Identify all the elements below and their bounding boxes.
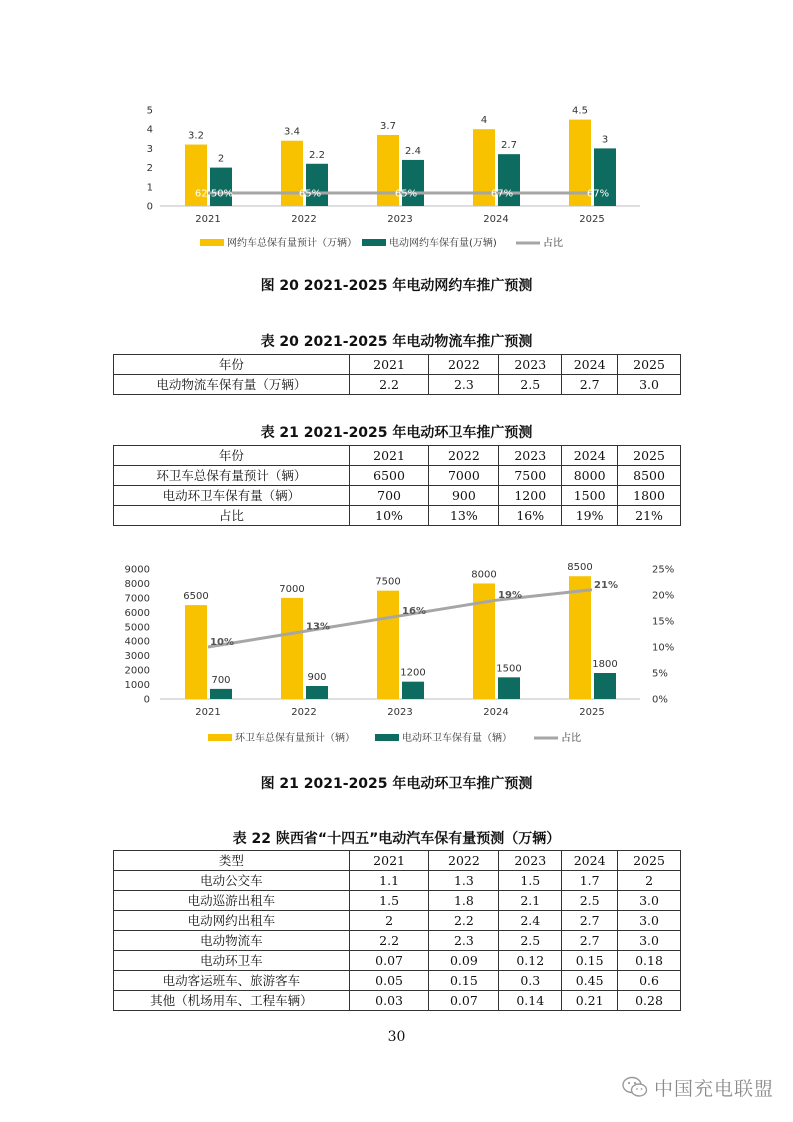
x-tick-label: 2023 bbox=[387, 214, 413, 225]
data-label-total: 3.7 bbox=[380, 120, 396, 132]
data-label-share: 65% bbox=[394, 188, 418, 200]
table-row bbox=[114, 506, 681, 526]
table-cell: 2.2 bbox=[349, 931, 429, 951]
data-label-total: 4.5 bbox=[572, 105, 588, 117]
y2-tick-label: 20% bbox=[652, 590, 675, 602]
table-cell: 2025 bbox=[618, 355, 681, 375]
data-label-share: 67% bbox=[586, 188, 610, 200]
y2-tick-label: 10% bbox=[652, 642, 675, 654]
table-cell: 3.0 bbox=[618, 891, 681, 911]
y-tick-label: 8000 bbox=[124, 578, 150, 590]
bar-electric bbox=[306, 164, 328, 206]
table-cell: 0.21 bbox=[562, 991, 618, 1011]
table-cell: 0.12 bbox=[499, 951, 562, 971]
data-label-total: 8500 bbox=[567, 562, 593, 574]
table-cell: 2 bbox=[349, 911, 429, 931]
table-cell: 1.5 bbox=[499, 871, 562, 891]
table-cell: 3.0 bbox=[618, 931, 681, 951]
data-label-share: 65% bbox=[298, 188, 322, 200]
table-cell: 2.2 bbox=[349, 375, 429, 395]
legend-label: 环卫车总保有量预计（辆） bbox=[235, 733, 355, 744]
data-label-total: 7500 bbox=[375, 576, 401, 588]
table-cell: 2.7 bbox=[562, 375, 618, 395]
table-cell: 2022 bbox=[429, 851, 499, 871]
table-20 bbox=[113, 354, 681, 395]
table-cell: 10% bbox=[349, 506, 429, 526]
y-tick-label: 3 bbox=[146, 143, 153, 155]
series-line-share bbox=[208, 590, 592, 647]
data-label-share: 13% bbox=[306, 621, 330, 633]
page-number: 30 bbox=[387, 1029, 406, 1045]
legend-label: 占比 bbox=[561, 733, 581, 744]
table-cell: 2.3 bbox=[429, 931, 499, 951]
table-row bbox=[114, 891, 681, 911]
y-tick-label: 1 bbox=[146, 182, 153, 194]
y-tick-label: 4000 bbox=[124, 636, 150, 648]
bar-electric bbox=[498, 677, 520, 699]
table-cell: 2.7 bbox=[562, 911, 618, 931]
table-cell: 2.5 bbox=[499, 375, 562, 395]
legend-label: 网约车总保有量预计（万辆） bbox=[227, 238, 357, 249]
y-tick-label: 5000 bbox=[124, 622, 150, 634]
row-label-cell: 环卫车总保有量预计（辆） bbox=[114, 466, 350, 486]
table-cell: 2.1 bbox=[499, 891, 562, 911]
table-row bbox=[114, 486, 681, 506]
table-22-title: 表 22 陕西省“十四五”电动汽车保有量预测（万辆） bbox=[232, 831, 561, 847]
table-cell: 2021 bbox=[349, 446, 429, 466]
table-cell: 2025 bbox=[618, 446, 681, 466]
y-tick-label: 0 bbox=[146, 201, 153, 213]
data-label-share: 10% bbox=[210, 637, 234, 648]
bar-total bbox=[377, 591, 399, 699]
table-cell: 2022 bbox=[429, 446, 499, 466]
y2-tick-label: 0% bbox=[652, 694, 668, 706]
table-21 bbox=[113, 445, 681, 526]
data-label-total: 7000 bbox=[279, 583, 305, 595]
table-cell: 1200 bbox=[499, 486, 562, 506]
table-row bbox=[114, 871, 681, 891]
row-label-cell: 年份 bbox=[114, 355, 350, 375]
table-cell: 2.3 bbox=[429, 375, 499, 395]
data-label-electric: 1200 bbox=[400, 667, 426, 679]
table-cell: 16% bbox=[499, 506, 562, 526]
table-cell: 1.1 bbox=[349, 871, 429, 891]
table-row bbox=[114, 931, 681, 951]
table-cell: 0.05 bbox=[349, 971, 429, 991]
row-label-cell: 年份 bbox=[114, 446, 350, 466]
table-cell: 8000 bbox=[562, 466, 618, 486]
table-row bbox=[114, 355, 681, 375]
y-tick-label: 5 bbox=[146, 105, 153, 117]
y-tick-label: 0 bbox=[143, 694, 150, 706]
y2-tick-label: 25% bbox=[652, 564, 675, 576]
data-label-electric: 3 bbox=[601, 134, 609, 146]
table-cell: 0.6 bbox=[618, 971, 681, 991]
bar-electric bbox=[402, 682, 424, 699]
row-label-cell: 占比 bbox=[114, 506, 350, 526]
table-cell: 0.28 bbox=[618, 991, 681, 1011]
watermark-text: 中国充电联盟 bbox=[654, 1077, 775, 1100]
table-cell: 6500 bbox=[349, 466, 429, 486]
y2-tick-label: 15% bbox=[652, 616, 675, 628]
data-label-total: 3.2 bbox=[188, 130, 204, 142]
y-tick-label: 4 bbox=[146, 124, 153, 136]
table-cell: 8500 bbox=[618, 466, 681, 486]
table-row bbox=[114, 991, 681, 1011]
table-cell: 7000 bbox=[429, 466, 499, 486]
row-label-cell: 电动网约出租车 bbox=[114, 911, 350, 931]
table-cell: 0.07 bbox=[349, 951, 429, 971]
data-label-electric: 2.7 bbox=[501, 140, 517, 152]
table-cell: 3.0 bbox=[618, 375, 681, 395]
table-cell: 0.3 bbox=[499, 971, 562, 991]
y-tick-label: 9000 bbox=[124, 564, 150, 576]
row-label-cell: 电动巡游出租车 bbox=[114, 891, 350, 911]
table-cell: 2025 bbox=[618, 851, 681, 871]
table-cell: 2.7 bbox=[562, 931, 618, 951]
x-tick-label: 2025 bbox=[579, 214, 605, 225]
table-cell: 2.4 bbox=[499, 911, 562, 931]
table-cell: 900 bbox=[429, 486, 499, 506]
data-label-total: 8000 bbox=[471, 569, 497, 581]
data-label-electric: 2 bbox=[217, 153, 225, 165]
table-cell: 2024 bbox=[562, 851, 618, 871]
table-row bbox=[114, 851, 681, 871]
table-cell: 0.15 bbox=[429, 971, 499, 991]
table-cell: 1.8 bbox=[429, 891, 499, 911]
x-tick-label: 2021 bbox=[195, 214, 221, 225]
bar-total bbox=[281, 598, 303, 699]
bar-electric bbox=[306, 686, 328, 699]
row-label-cell: 电动物流车 bbox=[114, 931, 350, 951]
x-tick-label: 2022 bbox=[291, 707, 317, 718]
data-label-share: 19% bbox=[498, 590, 522, 602]
data-label-total: 6500 bbox=[183, 591, 209, 603]
data-label-share: 21% bbox=[594, 579, 618, 591]
table-cell: 1500 bbox=[562, 486, 618, 506]
legend-label: 电动网约车保有量(万辆) bbox=[389, 238, 497, 249]
table-cell: 0.03 bbox=[349, 991, 429, 1011]
row-label-cell: 电动公交车 bbox=[114, 871, 350, 891]
data-label-electric: 1500 bbox=[496, 663, 522, 675]
y-tick-label: 6000 bbox=[124, 607, 150, 619]
x-tick-label: 2023 bbox=[387, 707, 413, 718]
table-cell: 7500 bbox=[499, 466, 562, 486]
table-20-title: 表 20 2021-2025 年电动物流车推广预测 bbox=[260, 334, 533, 350]
data-label-electric: 700 bbox=[211, 674, 231, 686]
table-cell: 2.5 bbox=[499, 931, 562, 951]
table-cell: 0.45 bbox=[562, 971, 618, 991]
table-cell: 700 bbox=[349, 486, 429, 506]
table-cell: 0.18 bbox=[618, 951, 681, 971]
table-cell: 1.5 bbox=[349, 891, 429, 911]
table-cell: 0.14 bbox=[499, 991, 562, 1011]
table-row bbox=[114, 375, 681, 395]
y-tick-label: 2 bbox=[146, 163, 153, 175]
data-label-share: 67% bbox=[490, 188, 514, 200]
table-row bbox=[114, 951, 681, 971]
table-row bbox=[114, 446, 681, 466]
table-cell: 2.5 bbox=[562, 891, 618, 911]
table-cell: 1.7 bbox=[562, 871, 618, 891]
table-cell: 2021 bbox=[349, 851, 429, 871]
table-cell: 0.07 bbox=[429, 991, 499, 1011]
table-cell: 2023 bbox=[499, 851, 562, 871]
y-tick-label: 3000 bbox=[124, 651, 150, 663]
data-label-electric: 900 bbox=[307, 672, 327, 683]
table-cell: 2024 bbox=[562, 355, 618, 375]
bar-total bbox=[185, 605, 207, 699]
y-tick-label: 7000 bbox=[124, 593, 150, 605]
bar-electric bbox=[210, 168, 232, 206]
row-label-cell: 类型 bbox=[114, 851, 350, 871]
legend-swatch bbox=[362, 239, 386, 246]
watermark bbox=[622, 1074, 774, 1100]
data-label-electric: 1800 bbox=[592, 659, 618, 670]
bar-electric bbox=[594, 673, 616, 699]
legend-label: 占比 bbox=[543, 238, 563, 249]
x-tick-label: 2022 bbox=[291, 214, 317, 225]
x-tick-label: 2024 bbox=[483, 214, 509, 225]
x-tick-label: 2024 bbox=[483, 707, 509, 718]
legend-swatch bbox=[200, 239, 224, 246]
table-row bbox=[114, 466, 681, 486]
table-22 bbox=[113, 850, 681, 1011]
data-label-total: 3.4 bbox=[284, 126, 300, 138]
row-label-cell: 电动环卫车 bbox=[114, 951, 350, 971]
figure-21-caption: 图 21 2021-2025 年电动环卫车推广预测 bbox=[260, 776, 533, 792]
table-cell: 21% bbox=[618, 506, 681, 526]
data-label-share: 16% bbox=[402, 605, 426, 617]
y-tick-label: 2000 bbox=[124, 665, 150, 677]
legend-swatch bbox=[375, 734, 399, 741]
table-row bbox=[114, 971, 681, 991]
bar-total bbox=[569, 576, 591, 699]
wechat-icon bbox=[622, 1076, 648, 1098]
x-tick-label: 2021 bbox=[195, 707, 221, 718]
table-21-title: 表 21 2021-2025 年电动环卫车推广预测 bbox=[260, 425, 533, 441]
table-cell: 2023 bbox=[499, 446, 562, 466]
table-row bbox=[114, 911, 681, 931]
data-label-electric: 2.2 bbox=[309, 149, 325, 161]
y2-tick-label: 5% bbox=[652, 668, 668, 680]
legend-label: 电动环卫车保有量（辆） bbox=[402, 733, 512, 744]
table-cell: 13% bbox=[429, 506, 499, 526]
table-cell: 2021 bbox=[349, 355, 429, 375]
row-label-cell: 其他（机场用车、工程车辆） bbox=[114, 991, 350, 1011]
bar-electric bbox=[210, 689, 232, 699]
table-cell: 3.0 bbox=[618, 911, 681, 931]
x-tick-label: 2025 bbox=[579, 707, 605, 718]
table-cell: 2022 bbox=[429, 355, 499, 375]
data-label-electric: 2.4 bbox=[405, 145, 421, 157]
chart-ev-ride-hailing bbox=[0, 95, 793, 265]
chart-ev-sanitation bbox=[0, 555, 793, 755]
data-label-share: 62.50% bbox=[194, 188, 234, 200]
table-cell: 2024 bbox=[562, 446, 618, 466]
row-label-cell: 电动环卫车保有量（辆） bbox=[114, 486, 350, 506]
y-tick-label: 1000 bbox=[124, 680, 150, 692]
table-cell: 1800 bbox=[618, 486, 681, 506]
data-label-total: 4 bbox=[480, 115, 488, 127]
table-cell: 2 bbox=[618, 871, 681, 891]
legend-swatch bbox=[208, 734, 232, 741]
table-cell: 19% bbox=[562, 506, 618, 526]
table-cell: 0.15 bbox=[562, 951, 618, 971]
table-cell: 1.3 bbox=[429, 871, 499, 891]
row-label-cell: 电动物流车保有量（万辆） bbox=[114, 375, 350, 395]
table-cell: 2.2 bbox=[429, 911, 499, 931]
figure-20-caption: 图 20 2021-2025 年电动网约车推广预测 bbox=[260, 278, 533, 294]
row-label-cell: 电动客运班车、旅游客车 bbox=[114, 971, 350, 991]
table-cell: 0.09 bbox=[429, 951, 499, 971]
table-cell: 2023 bbox=[499, 355, 562, 375]
